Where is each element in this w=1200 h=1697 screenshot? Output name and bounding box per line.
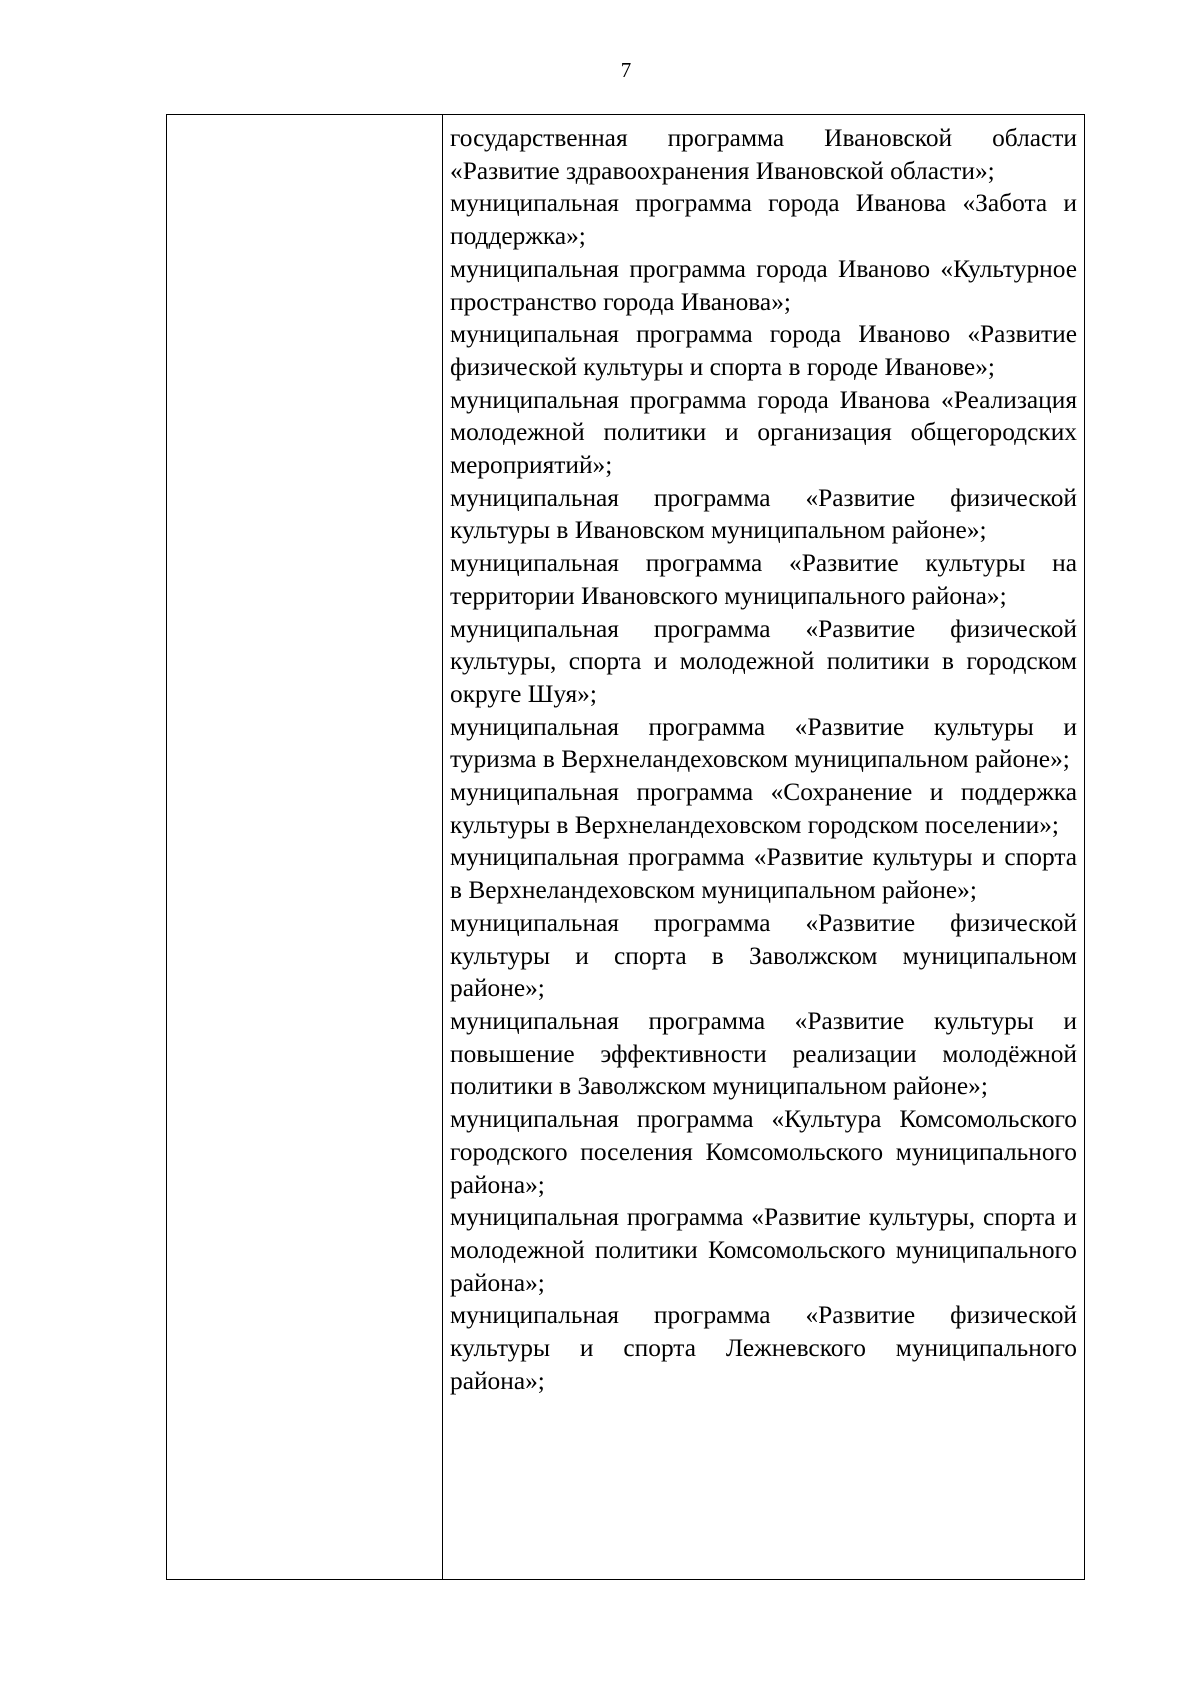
program-entry: муниципальная программа «Развитие физической культуры и спорта Лежневского муниципального района»; — [450, 1301, 1077, 1395]
program-entry: муниципальная программа «Культура Комсомольского городского поселения Комсомольского муниципального района»; — [450, 1105, 1077, 1199]
program-entry: государственная программа Ивановской области «Развитие здравоохранения Ивановской области»; — [450, 124, 1077, 185]
program-entry: муниципальная программа «Развитие культуры, спорта и молодежной политики Комсомольского муниципального района»; — [450, 1203, 1077, 1297]
programs-list — [443, 115, 1084, 1397]
program-entry: муниципальная программа города Иваново «Развитие физической культуры и спорта в городе Иванове»; — [450, 320, 1077, 381]
programs-cell — [443, 115, 1085, 1580]
program-entry: муниципальная программа «Развитие культуры на территории Ивановского муниципального района»; — [450, 549, 1077, 610]
program-entry: муниципальная программа города Иваново «Культурное пространство города Иванова»; — [450, 254, 1077, 316]
programs-table — [166, 114, 1085, 1580]
program-entry: муниципальная программа города Иванова «Реализация молодежной политики и организация общегородских мероприятий»; — [450, 385, 1077, 480]
page-number: 7 — [620, 58, 632, 82]
program-entry: муниципальная программа «Развитие культуры и спорта в Верхнеландеховском муниципальном районе»; — [450, 843, 1077, 905]
program-entry: муниципальная программа «Сохранение и поддержка культуры в Верхнеландеховском городском поселении»; — [450, 778, 1077, 839]
program-entry: муниципальная программа «Развитие физической культуры и спорта в Заволжском муниципальном районе»; — [450, 908, 1077, 1003]
table-row — [167, 115, 1085, 1580]
program-entry: муниципальная программа «Развитие физической культуры, спорта и молодежной политики в городском округе Шуя»; — [450, 614, 1077, 708]
program-entry: муниципальная программа «Развитие культуры и туризма в Верхнеландеховском муниципальном районе»; — [450, 712, 1077, 774]
program-entry: муниципальная программа «Развитие физической культуры в Ивановском муниципальном районе»; — [450, 483, 1077, 545]
program-entry: муниципальная программа города Иванова «Забота и поддержка»; — [450, 189, 1077, 251]
left-cell — [167, 115, 443, 1580]
program-entry: муниципальная программа «Развитие культуры и повышение эффективности реализации молодёжной политики в Заволжском муниципальном районе»; — [450, 1006, 1077, 1101]
